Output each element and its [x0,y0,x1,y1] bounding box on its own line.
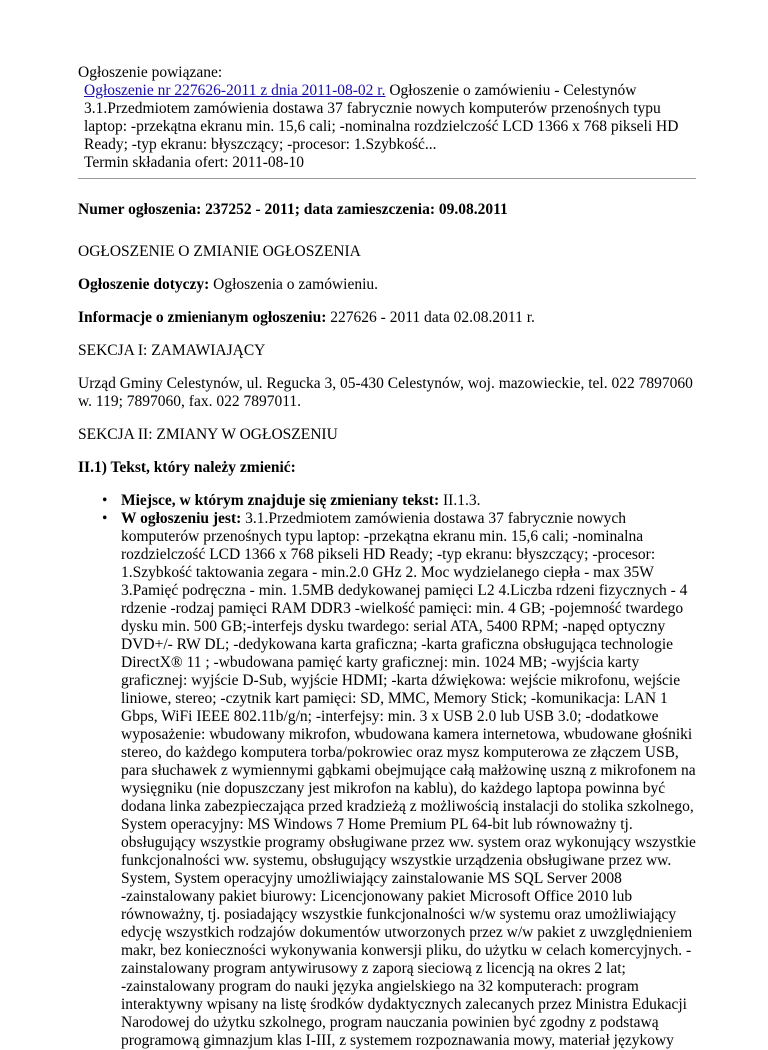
place-label: Miejsce, w którym znajduje się zmieniany tekst: [121,492,440,509]
in-notice-line: 3.Pamięć podręczna - min. 1.5MB dedykowanej pamięci L2 4.Liczba rdzeni fizycznych - 4 [121,582,688,599]
in-notice-line: edycję wszystkich rodzajów dokumentów utworzonych przez w/w pakiet z uwzględnieniem [121,924,693,941]
changes-list [78,492,698,1050]
in-notice-line: -zainstalowany program do nauki języka angielskiego na 32 komputerach: program [121,978,639,995]
section2-subtitle-text: II.1) Tekst, który należy zmienić: [78,459,296,476]
in-notice-line: rdzenie -rodzaj pamięci RAM DDR3 -wielkość pamięci: min. 4 GB; -pojemność twardego [121,600,684,617]
in-notice-line: zainstalowany program antywirusowy z zaporą sieciową z licencją na okres 2 lat; [121,960,626,977]
related-deadline: Termin składania ofert: 2011-08-10 [84,154,305,171]
section1-title: SEKCJA I: ZAMAWIAJĄCY [78,342,266,359]
related-summary-line: 3.1.Przedmiotem zamówienia dostawa 37 fabrycznie nowych komputerów przenośnych typu [84,100,661,117]
list-item [102,492,698,510]
bullet-icon: • [102,510,108,527]
related-body [78,82,698,172]
in-notice-line: liniowe, stereo; -czytnik kart pamięci: SD, MMC, Memory Stick; -komunikacja: LAN 1 [121,690,668,707]
in-notice-text [121,510,696,1049]
in-notice-line: dysku min. 500 GB;-interfejs dysku twardego: serial ATA, 5400 RPM; -napęd optyczny [121,618,666,635]
in-notice-line: graficznej: wyjście D-Sub, wyjście HDMI; -karta dźwiękowa: wejście mikrofonu, wejście [121,672,681,689]
in-notice-line: dodana linka zabezpieczająca przed kradzieżą z możliwością instalacji do stolika szkolnego, [121,798,694,815]
related-notice-link[interactable]: Ogłoszenie nr 227626-2011 z dnia 2011-08-02 r. [84,82,386,99]
in-notice-line: wysięgniku (nie dopuszczany jest mikrofon na kablu), do każdego laptopa powinna być [121,780,666,797]
concerns-value: Ogłoszenia o zamówieniu. [209,276,379,293]
list-item [102,510,698,1050]
notice-number [78,201,698,219]
in-notice-line: komputerów przenośnych typu laptop: -przekątna ekranu min. 15,6 cali; -nominalna [121,528,644,545]
in-notice-line: makr, bez konieczności wykonywania konwersji pliku, do użytku w celach komercyjnych. - [121,942,692,959]
related-summary-line: laptop: -przekątna ekranu min. 15,6 cali; -nominalna rozdzielczość LCD 1366 x 768 pikseli HD [84,118,679,135]
in-notice-line: Narodowej do użytku szkolnego, program nauczania powinien być zgodny z podstawą [121,1014,659,1031]
in-notice-line: rozdzielczość LCD 1366 x 768 pikseli HD Ready; -typ ekranu: błyszczący; -procesor: [121,546,656,563]
in-notice-line: -zainstalowany pakiet biurowy: Licencjonowany pakiet Microsoft Office 2010 lub [121,888,633,905]
in-notice-label: W ogłoszeniu jest: [121,510,242,527]
related-summary-line: Ready; -typ ekranu: błyszczący; -procesor: 1.Szybkość... [84,136,437,153]
in-notice-line: System operacyjny: MS Windows 7 Home Premium PL 64-bit lub równoważny tj. [121,816,633,833]
related-link-line [84,82,698,100]
concerns-label: Ogłoszenie dotyczy: [78,276,210,293]
related-link-suffix: Ogłoszenie o zamówieniu - Celestynów [385,82,637,99]
bullet-icon: • [102,492,108,509]
place-value: II.1.3. [439,492,481,509]
notice-type: OGŁOSZENIE O ZMIANIE OGŁOSZENIA [78,243,361,260]
in-notice-line: programową gimnazjum klas I-III, z systemem rozpoznawania mowy, materiał językowy [121,1032,674,1049]
in-notice-line: 3.1.Przedmiotem zamówienia dostawa 37 fabrycznie nowych [241,510,627,527]
section2-title: SEKCJA II: ZMIANY W OGŁOSZENIU [78,426,338,443]
section1-line: w. 119; 7897060, fax. 022 7897011. [78,393,302,410]
in-notice-line: DVD+/- RW DL; -dedykowana karta graficzna; -karta graficzna obsługująca technologie [121,636,674,653]
in-notice-line: równoważny, tj. posiadający wszystkie funkcjonalności w/w systemu oraz umożliwiający [121,906,677,923]
divider [78,178,696,179]
changed-info-row [78,309,698,327]
section1-contracting-authority [78,375,698,411]
in-notice-line: 1.Szybkość taktowania zegara - min.2.0 GHz 2. Moc wydzielanego ciepła - max 35W [121,564,654,581]
related-notice [78,64,698,172]
in-notice-line: obsługujący wszystkie programy obsługiwane przez ww. system oraz wykonujący wszystkie [121,834,696,851]
in-notice-line: para słuchawek z wymiennymi gąbkami obejmujące całą małżowinę uszną z mikrofonem na [121,762,696,779]
in-notice-line: funkcjonalności ww. systemu, obsługujący wszystkie urządzenia obsługiwane przez ww. [121,852,672,869]
in-notice-line: wyposażenie: wbudowany mikrofon, wbudowana kamera internetowa, wbudowane głośniki [121,726,693,743]
concerns-row [78,276,698,294]
changed-info-label: Informacje o zmienianym ogłoszeniu: [78,309,327,326]
in-notice-line: Gbps, WiFi IEEE 802.11b/g/n; -interfejsy: min. 3 x USB 2.0 lub USB 3.0; -dodatkowe [121,708,659,725]
notice-number-text: Numer ogłoszenia: 237252 - 2011; data zamieszczenia: 09.08.2011 [78,201,508,218]
section2-subtitle [78,459,698,477]
related-heading: Ogłoszenie powiązane: [78,64,223,81]
in-notice-line: interaktywny wpisany na listę środków dydaktycznych zalecanych przez Ministra Edukacji [121,996,687,1013]
in-notice-line: stereo, do każdego komputera torba/pokrowiec oraz mysz komputerowa ze złączem USB, [121,744,679,761]
in-notice-line: System, System operacyjny umożliwiający zainstalowanie MS SQL Server 2008 [121,870,622,887]
changed-info-value: 227626 - 2011 data 02.08.2011 r. [326,309,535,326]
in-notice-line: DirectX® 11 ; -wbudowana pamięć karty graficznej: min. 1024 MB; -wyjścia karty [121,654,640,671]
section1-line: Urząd Gminy Celestynów, ul. Regucka 3, 05-430 Celestynów, woj. mazowieckie, tel. 022 7897060 [78,375,693,392]
